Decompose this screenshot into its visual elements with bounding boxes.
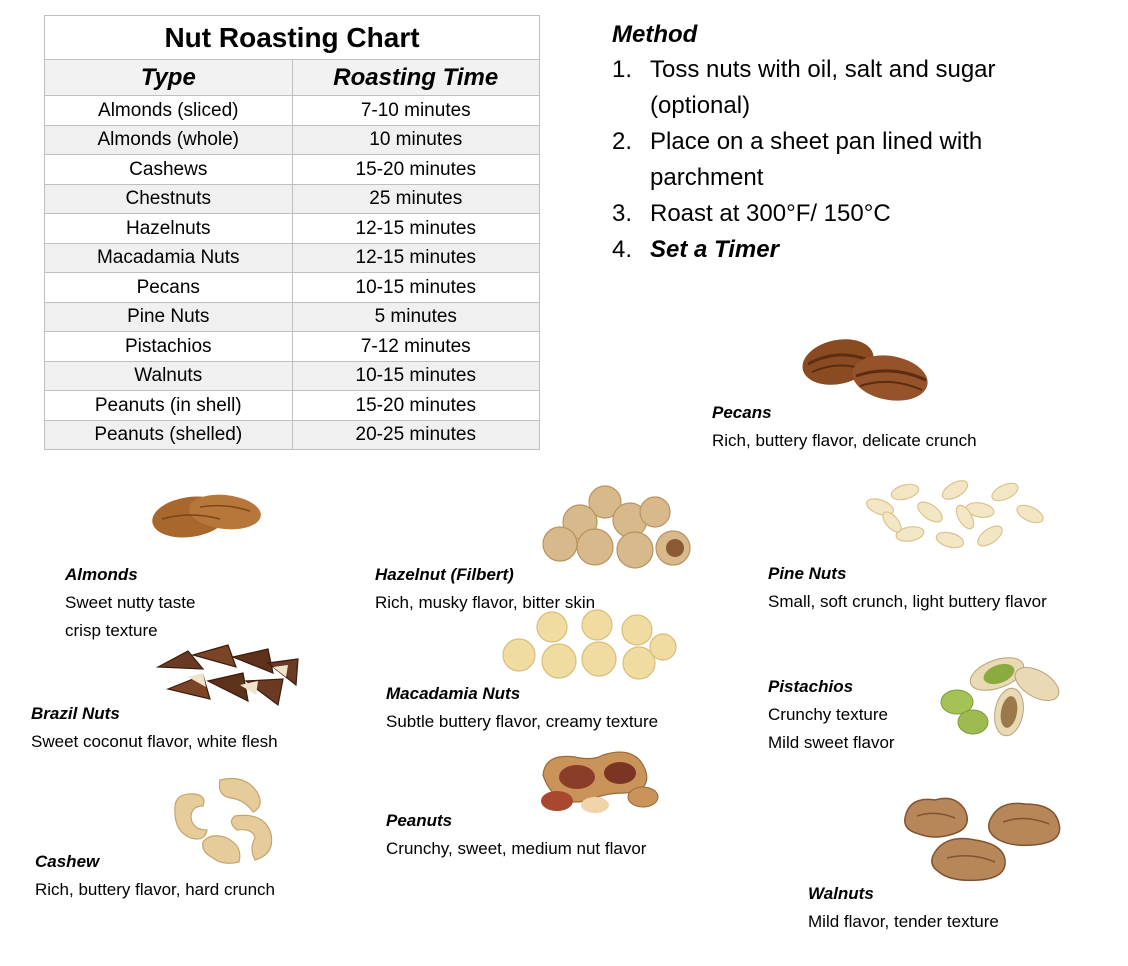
nut-name: Walnuts [808, 884, 874, 903]
nut-info-macadamia [386, 680, 658, 736]
cell-time: 7-10 minutes [292, 96, 540, 126]
nut-description: Rich, buttery flavor, delicate crunch [712, 431, 977, 450]
nut-description: Subtle buttery flavor, creamy texture [386, 712, 659, 731]
cell-time: 15-20 minutes [292, 391, 540, 421]
nut-name: Cashew [35, 852, 100, 871]
nut-info-walnuts [808, 880, 999, 936]
nut-info-cashew [35, 848, 275, 904]
table-row [45, 361, 540, 391]
table-row [45, 184, 540, 214]
cell-type: Cashews [45, 155, 293, 185]
method-title: Method [612, 21, 698, 48]
pecans-image [798, 330, 933, 405]
nut-description: Rich, musky flavor, bitter skin [375, 593, 596, 612]
cell-type: Almonds (sliced) [45, 96, 293, 126]
pistachios-image [937, 652, 1065, 742]
nut-description: Crunchy, sweet, medium nut flavor [386, 839, 647, 858]
nut-description: Mild flavor, tender texture [808, 912, 999, 931]
peanuts-image [535, 745, 665, 813]
method-step [612, 124, 1092, 196]
method-step [612, 52, 1092, 124]
nut-name: Almonds [65, 565, 138, 584]
cell-time: 20-25 minutes [292, 420, 540, 450]
cell-time: 12-15 minutes [292, 214, 540, 244]
cell-time: 7-12 minutes [292, 332, 540, 362]
nut-info-pine-nuts [768, 560, 1047, 616]
method-steps [612, 52, 1092, 268]
table-row [45, 420, 540, 450]
cell-type: Peanuts (shelled) [45, 420, 293, 450]
nut-description: Rich, buttery flavor, hard crunch [35, 880, 276, 899]
nut-info-pecans [712, 399, 977, 455]
cell-time: 10-15 minutes [292, 361, 540, 391]
nut-description: Mild sweet flavor [768, 733, 895, 752]
cell-type: Pine Nuts [45, 302, 293, 332]
table-row [45, 302, 540, 332]
table-row [45, 155, 540, 185]
cell-type: Macadamia Nuts [45, 243, 293, 273]
roasting-chart-table [44, 15, 540, 450]
cell-type: Chestnuts [45, 184, 293, 214]
cell-type: Peanuts (in shell) [45, 391, 293, 421]
nut-info-hazelnut [375, 561, 595, 617]
cell-time: 15-20 minutes [292, 155, 540, 185]
cell-time: 12-15 minutes [292, 243, 540, 273]
cell-type: Walnuts [45, 361, 293, 391]
method-step [612, 232, 1092, 268]
step-text-line: Toss nuts with oil, salt and sugar [650, 56, 996, 83]
table-row [45, 96, 540, 126]
step-number: 4. [612, 236, 633, 263]
cell-time: 10 minutes [292, 125, 540, 155]
nut-info-brazil-nuts [31, 700, 278, 756]
step-number: 1. [612, 56, 633, 83]
step-number: 3. [612, 200, 633, 227]
nut-info-almonds [65, 561, 195, 645]
nut-name: Hazelnut (Filbert) [375, 565, 514, 584]
table-row [45, 214, 540, 244]
nut-name: Pine Nuts [768, 564, 847, 583]
cell-time: 25 minutes [292, 184, 540, 214]
table-row [45, 332, 540, 362]
cell-time: 10-15 minutes [292, 273, 540, 303]
nut-info-peanuts [386, 807, 646, 863]
nut-name: Pistachios [768, 677, 854, 696]
cell-type: Pistachios [45, 332, 293, 362]
step-text-line: parchment [650, 164, 764, 191]
nut-name: Pecans [712, 403, 772, 422]
nut-description: crisp texture [65, 621, 158, 640]
cell-time: 5 minutes [292, 302, 540, 332]
table-row [45, 125, 540, 155]
table-row [45, 243, 540, 273]
nut-name: Macadamia Nuts [386, 684, 521, 703]
cell-type: Hazelnuts [45, 214, 293, 244]
step-text-line: Roast at 300°F/ 150°C [650, 200, 891, 227]
table-row [45, 391, 540, 421]
nut-name: Brazil Nuts [31, 704, 120, 723]
nut-description: Sweet nutty taste [65, 593, 196, 612]
pine-nuts-image [850, 462, 1060, 562]
table-title: Nut Roasting Chart [45, 16, 540, 60]
hazelnut-image [535, 482, 700, 572]
step-text-line: (optional) [650, 92, 751, 119]
method-step [612, 196, 1092, 232]
method-section [612, 18, 1092, 268]
table-row [45, 273, 540, 303]
column-header-type: Type [45, 60, 293, 96]
step-text-line: Place on a sheet pan lined with [650, 128, 983, 155]
step-text-line: Set a Timer [650, 236, 779, 263]
cell-type: Almonds (whole) [45, 125, 293, 155]
nut-description: Small, soft crunch, light buttery flavor [768, 592, 1047, 611]
walnuts-image [895, 788, 1070, 883]
column-header-roasting-time: Roasting Time [292, 60, 540, 96]
step-number: 2. [612, 128, 633, 155]
cell-type: Pecans [45, 273, 293, 303]
nut-info-pistachios [768, 673, 895, 757]
almonds-image [150, 485, 265, 545]
nut-name: Peanuts [386, 811, 453, 830]
nut-description: Sweet coconut flavor, white flesh [31, 732, 278, 751]
macadamia-image [497, 605, 679, 685]
nut-description: Crunchy texture [768, 705, 888, 724]
